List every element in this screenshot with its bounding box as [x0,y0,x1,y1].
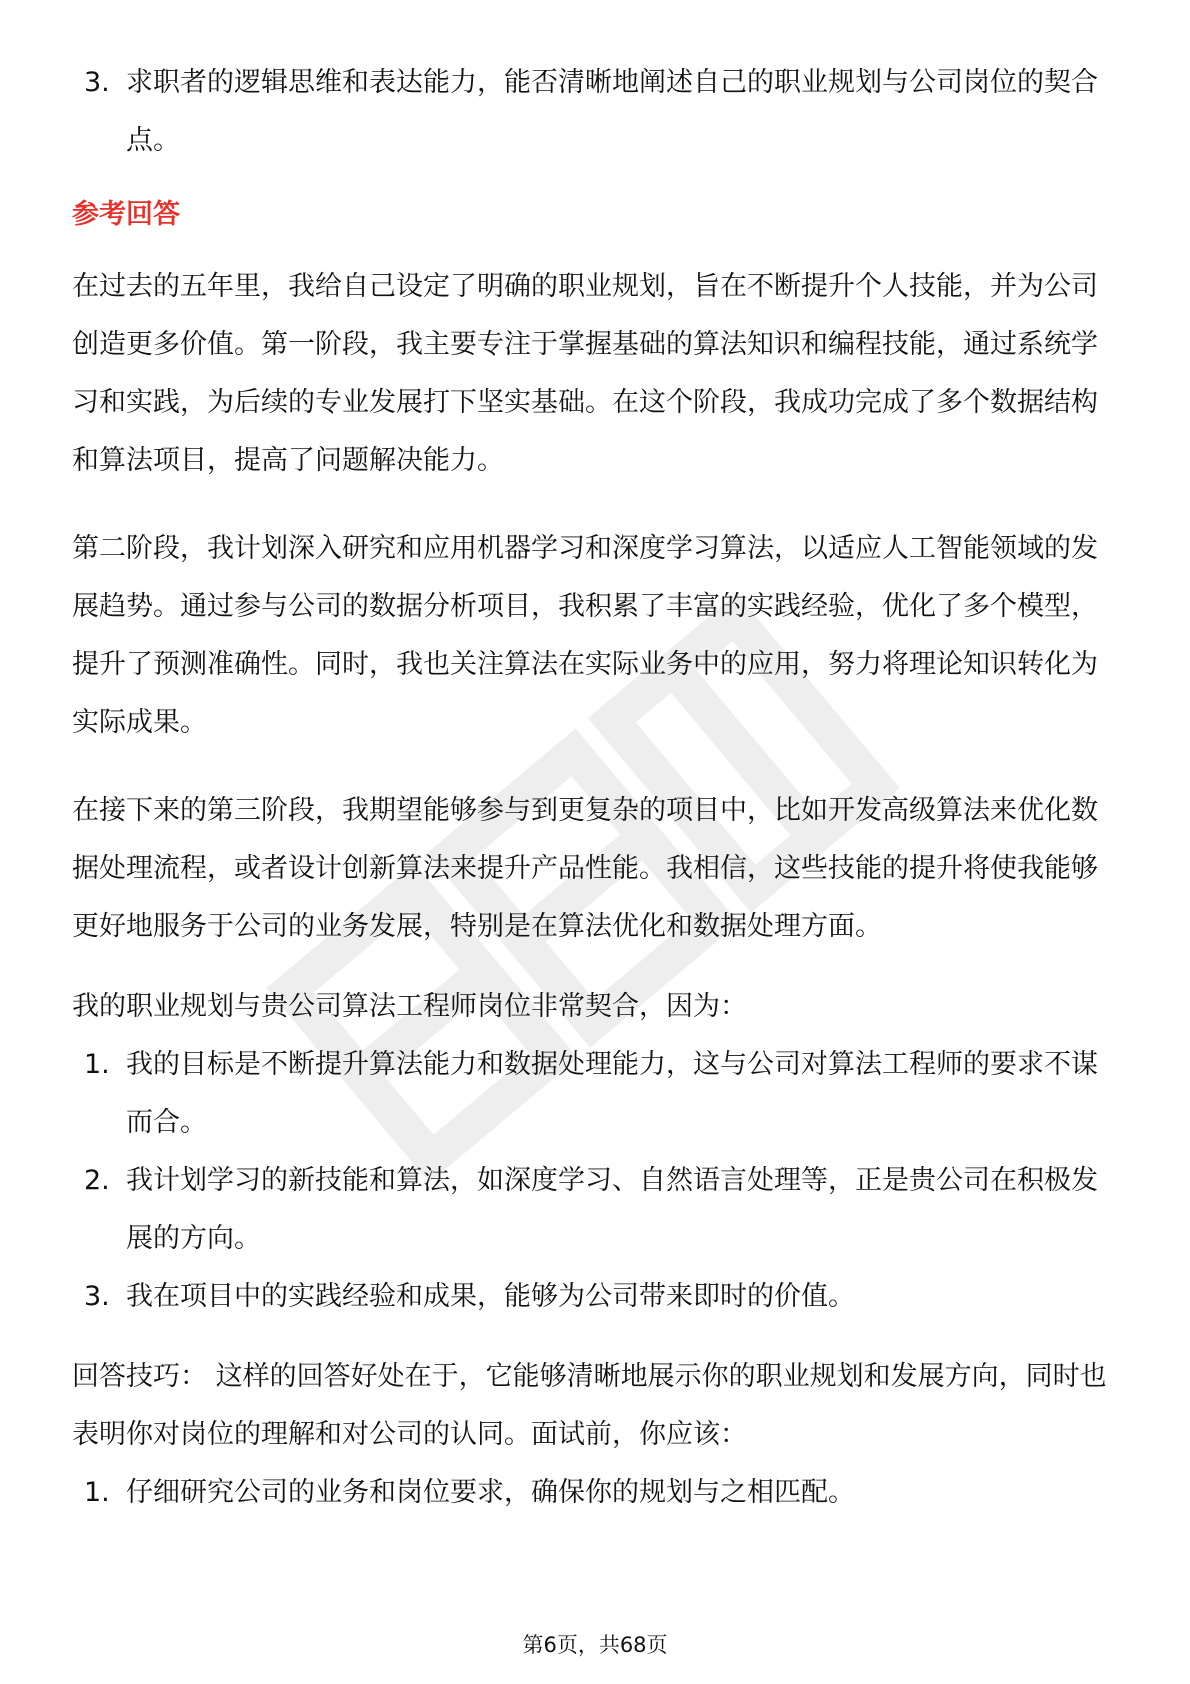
list-text: 我在项目中的实践经验和成果，能够为公司带来即时的价值。 [126,1281,855,1312]
list-number: 3. [84,1281,110,1312]
list-item [72,54,1122,170]
intro-list [72,54,1122,170]
list-item [72,1036,1122,1152]
list-item [72,1152,1122,1268]
paragraph: 回答技巧： 这样的回答好处在于，它能够清晰地展示你的职业规划和发展方向，同时也表明你对岗位的理解和对公司的认同。面试前，你应该： [72,1361,1107,1450]
list-text: 我的目标是不断提升算法能力和数据处理能力，这与公司对算法工程师的要求不谋而合。 [126,1049,1098,1138]
paragraph: 在过去的五年里，我给自己设定了明确的职业规划，旨在不断提升个人技能，并为公司创造更多价值。第一阶段，我主要专注于掌握基础的算法知识和编程技能，通过系统学习和实践，为后续的专业发展打下坚实基础。在这个阶段，我成功完成了多个数据结构和算法项目，提高了问题解决能力。 [72,271,1098,476]
fit-list [72,1036,1122,1326]
section-heading: 参考回答 [72,199,180,230]
list-number: 1. [84,1049,110,1080]
paragraph: 第二阶段，我计划深入研究和应用机器学习和深度学习算法，以适应人工智能领域的发展趋势。通过参与公司的数据分析项目，我积累了丰富的实践经验，优化了多个模型，提升了预测准确性。同时，我也关注算法在实际业务中的应用，努力将理论知识转化为实际成果。 [72,533,1098,738]
list-number: 1. [84,1477,110,1508]
list-item [72,1464,1122,1522]
list-text: 求职者的逻辑思维和表达能力，能否清晰地阐述自己的职业规划与公司岗位的契合点。 [126,67,1098,156]
document-page [72,54,1122,1522]
paragraph: 我的职业规划与贵公司算法工程师岗位非常契合，因为： [72,991,747,1022]
page-number: 第6页，共68页 [522,1633,668,1657]
list-number: 2. [84,1165,110,1196]
tips-list [72,1464,1122,1522]
list-number: 3. [84,67,110,98]
list-item [72,1268,1122,1326]
list-text: 仔细研究公司的业务和岗位要求，确保你的规划与之相匹配。 [126,1477,855,1508]
paragraph: 在接下来的第三阶段，我期望能够参与到更复杂的项目中，比如开发高级算法来优化数据处理流程，或者设计创新算法来提升产品性能。我相信，这些技能的提升将使我能够更好地服务于公司的业务发展，特别是在算法优化和数据处理方面。 [72,795,1098,942]
list-text: 我计划学习的新技能和算法，如深度学习、自然语言处理等，正是贵公司在积极发展的方向。 [126,1165,1098,1254]
